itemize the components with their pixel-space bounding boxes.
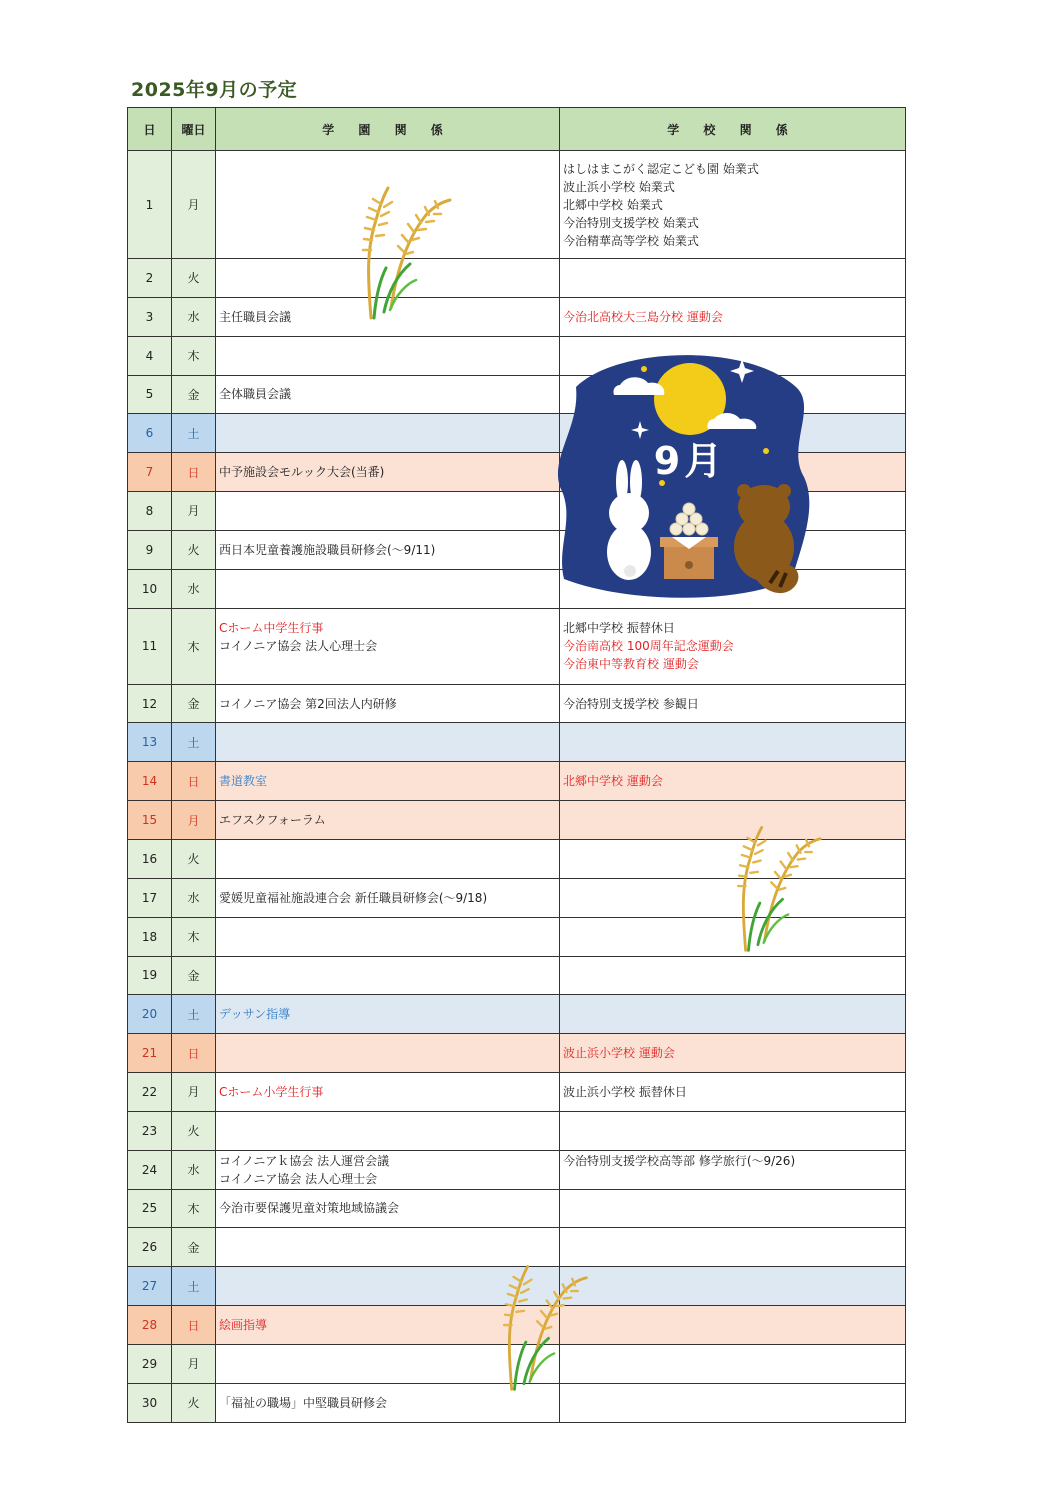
gakuen-event: 中予施設会モルック大会(当番): [219, 465, 385, 480]
gakko-event: 今治特別支援学校 参観日: [563, 696, 699, 711]
gakuen-events-cell: [216, 1034, 560, 1073]
day-cell: 8: [128, 492, 172, 531]
day-cell: 6: [128, 414, 172, 453]
weekday-cell: 水: [172, 569, 216, 608]
schedule-row: [128, 762, 906, 801]
header-gakuen: 学 園 関 係: [216, 108, 560, 151]
gakko-event: 今治東中等教育校 運動会: [563, 657, 699, 672]
day-cell: 3: [128, 297, 172, 336]
day-cell: 28: [128, 1306, 172, 1345]
weekday-cell: 月: [172, 1073, 216, 1112]
weekday-cell: 月: [172, 492, 216, 531]
susuki-grass-illustration: [346, 180, 456, 322]
day-cell: 20: [128, 995, 172, 1034]
weekday-cell: 日: [172, 1306, 216, 1345]
gakko-events-cell: [560, 723, 906, 762]
gakuen-event: コイノニア協会 法人心理士会: [219, 639, 378, 654]
gakko-events-cell: [560, 956, 906, 995]
gakko-event: 波止浜小学校 運動会: [563, 1046, 675, 1061]
gakuen-events-cell: [216, 375, 560, 414]
weekday-cell: 金: [172, 684, 216, 723]
day-cell: 2: [128, 259, 172, 298]
gakuen-event: 絵画指導: [219, 1318, 268, 1333]
day-cell: 7: [128, 453, 172, 492]
gakuen-event: 今治市要保護児童対策地域協議会: [219, 1201, 400, 1216]
day-cell: 26: [128, 1228, 172, 1267]
gakuen-event: 書道教室: [219, 774, 268, 789]
day-cell: 16: [128, 839, 172, 878]
schedule-row: [128, 1073, 906, 1112]
header-gakko: 学 校 関 係: [560, 108, 906, 151]
gakko-events-cell: [560, 1306, 906, 1345]
gakko-events-cell: [560, 259, 906, 298]
gakuen-event: 愛媛児童福祉施設連合会 新任職員研修会(～9/18): [219, 890, 488, 905]
gakuen-events-cell: [216, 723, 560, 762]
susuki-grass-illustration: [722, 818, 826, 956]
gakko-event: 北郷中学校 振替休日: [563, 621, 675, 636]
day-cell: 24: [128, 1150, 172, 1189]
gakko-event: はしはまこがく認定こども園 始業式: [563, 161, 759, 176]
weekday-cell: 金: [172, 956, 216, 995]
gakuen-events-cell: [216, 530, 560, 569]
day-cell: 27: [128, 1267, 172, 1306]
gakuen-events-cell: [216, 878, 560, 917]
gakko-event: 北郷中学校 始業式: [563, 197, 663, 212]
day-cell: 9: [128, 530, 172, 569]
day-cell: 14: [128, 762, 172, 801]
weekday-cell: 木: [172, 336, 216, 375]
gakuen-event: コイノニア協会 法人心理士会: [219, 1171, 378, 1186]
schedule-row: [128, 1150, 906, 1189]
schedule-row: [128, 259, 906, 298]
schedule-body: [128, 151, 906, 1423]
day-cell: 22: [128, 1073, 172, 1112]
gakuen-event: Cホーム小学生行事: [219, 1084, 324, 1099]
day-cell: 12: [128, 684, 172, 723]
weekday-cell: 日: [172, 453, 216, 492]
day-cell: 15: [128, 801, 172, 840]
day-cell: 1: [128, 151, 172, 259]
weekday-cell: 水: [172, 297, 216, 336]
gakuen-event: コイノニアｋ協会 法人運営会議: [219, 1153, 390, 1168]
day-cell: 29: [128, 1344, 172, 1383]
gakko-event: [563, 1170, 902, 1188]
schedule-row: [128, 956, 906, 995]
weekday-cell: 土: [172, 414, 216, 453]
gakko-events-cell: [560, 1073, 906, 1112]
weekday-cell: 金: [172, 375, 216, 414]
gakuen-events-cell: [216, 1189, 560, 1228]
gakko-event: 今治特別支援学校 始業式: [563, 215, 699, 230]
weekday-cell: 火: [172, 530, 216, 569]
weekday-cell: 月: [172, 151, 216, 259]
header-day: 日: [128, 108, 172, 151]
gakuen-events-cell: [216, 414, 560, 453]
schedule-table: [127, 107, 906, 1423]
gakko-events-cell: [560, 1150, 906, 1189]
gakuen-events-cell: [216, 336, 560, 375]
weekday-cell: 火: [172, 839, 216, 878]
gakko-event: 今治北高校大三島分校 運動会: [563, 309, 723, 324]
gakuen-events-cell: [216, 569, 560, 608]
weekday-cell: 土: [172, 1267, 216, 1306]
gakuen-events-cell: [216, 492, 560, 531]
gakko-events-cell: [560, 1383, 906, 1422]
gakuen-events-cell: [216, 1073, 560, 1112]
day-cell: 17: [128, 878, 172, 917]
day-cell: 5: [128, 375, 172, 414]
month-badge-label: 9月: [653, 439, 727, 483]
gakko-events-cell: [560, 684, 906, 723]
weekday-cell: 日: [172, 1034, 216, 1073]
gakuen-events-cell: [216, 453, 560, 492]
gakuen-events-cell: [216, 956, 560, 995]
gakuen-events-cell: [216, 801, 560, 840]
gakko-event: 今治精華高等学校 始業式: [563, 233, 699, 248]
gakko-events-cell: [560, 1228, 906, 1267]
gakuen-events-cell: [216, 608, 560, 684]
gakuen-event: エフスクフォーラム: [219, 813, 326, 828]
schedule-row: [128, 995, 906, 1034]
gakuen-event: [219, 655, 556, 673]
gakko-events-cell: [560, 1267, 906, 1306]
gakko-events-cell: [560, 1189, 906, 1228]
schedule-row: [128, 1034, 906, 1073]
gakko-event: 波止浜小学校 振替休日: [563, 1084, 687, 1099]
day-cell: 30: [128, 1383, 172, 1422]
weekday-cell: 月: [172, 1344, 216, 1383]
day-cell: 4: [128, 336, 172, 375]
day-cell: 25: [128, 1189, 172, 1228]
gakuen-events-cell: [216, 684, 560, 723]
gakuen-events-cell: [216, 1111, 560, 1150]
weekday-cell: 火: [172, 1111, 216, 1150]
weekday-cell: 土: [172, 723, 216, 762]
schedule-row: [128, 151, 906, 259]
gakuen-events-cell: [216, 1150, 560, 1189]
gakko-event: 今治特別支援学校高等部 修学旅行(～9/26): [563, 1153, 796, 1168]
day-cell: 21: [128, 1034, 172, 1073]
day-cell: 18: [128, 917, 172, 956]
gakko-events-cell: [560, 1344, 906, 1383]
gakuen-events-cell: [216, 917, 560, 956]
weekday-cell: 木: [172, 1189, 216, 1228]
gakuen-event: 西日本児童養護施設職員研修会(～9/11): [219, 542, 436, 557]
gakuen-event: コイノニア協会 第2回法人内研修: [219, 696, 397, 711]
weekday-cell: 金: [172, 1228, 216, 1267]
schedule-row: [128, 1111, 906, 1150]
schedule-row: [128, 723, 906, 762]
gakuen-event: Cホーム中学生行事: [219, 621, 324, 636]
gakko-events-cell: [560, 151, 906, 259]
gakko-events-cell: [560, 297, 906, 336]
gakuen-event: 全体職員会議: [219, 387, 292, 402]
day-cell: 11: [128, 608, 172, 684]
weekday-cell: 水: [172, 1150, 216, 1189]
day-cell: 23: [128, 1111, 172, 1150]
day-cell: 13: [128, 723, 172, 762]
header-row: [128, 108, 906, 151]
weekday-cell: 土: [172, 995, 216, 1034]
schedule-row: [128, 297, 906, 336]
gakuen-events-cell: [216, 995, 560, 1034]
weekday-cell: 水: [172, 878, 216, 917]
gakuen-event: 主任職員会議: [219, 309, 292, 324]
day-cell: 19: [128, 956, 172, 995]
susuki-grass-illustration: [488, 1258, 592, 1394]
gakko-event: 北郷中学校 運動会: [563, 774, 663, 789]
header-weekday: 曜日: [172, 108, 216, 151]
moon-viewing-illustration: [556, 347, 812, 599]
weekday-cell: 木: [172, 917, 216, 956]
gakko-event: 波止浜小学校 始業式: [563, 179, 675, 194]
schedule-row: [128, 684, 906, 723]
gakuen-event: デッサン指導: [219, 1007, 291, 1022]
gakko-event: 今治南高校 100周年記念運動会: [563, 639, 734, 654]
weekday-cell: 木: [172, 608, 216, 684]
gakko-events-cell: [560, 995, 906, 1034]
day-cell: 10: [128, 569, 172, 608]
weekday-cell: 月: [172, 801, 216, 840]
gakuen-events-cell: [216, 839, 560, 878]
gakko-events-cell: [560, 608, 906, 684]
gakko-events-cell: [560, 1034, 906, 1073]
gakuen-events-cell: [216, 762, 560, 801]
gakuen-event: 「福祉の職場」中堅職員研修会: [219, 1395, 388, 1410]
gakko-events-cell: [560, 1111, 906, 1150]
gakko-events-cell: [560, 762, 906, 801]
page-title: 2025年9月の予定: [131, 79, 298, 101]
weekday-cell: 火: [172, 259, 216, 298]
weekday-cell: 日: [172, 762, 216, 801]
schedule-row: [128, 608, 906, 684]
schedule-row: [128, 1189, 906, 1228]
weekday-cell: 火: [172, 1383, 216, 1422]
